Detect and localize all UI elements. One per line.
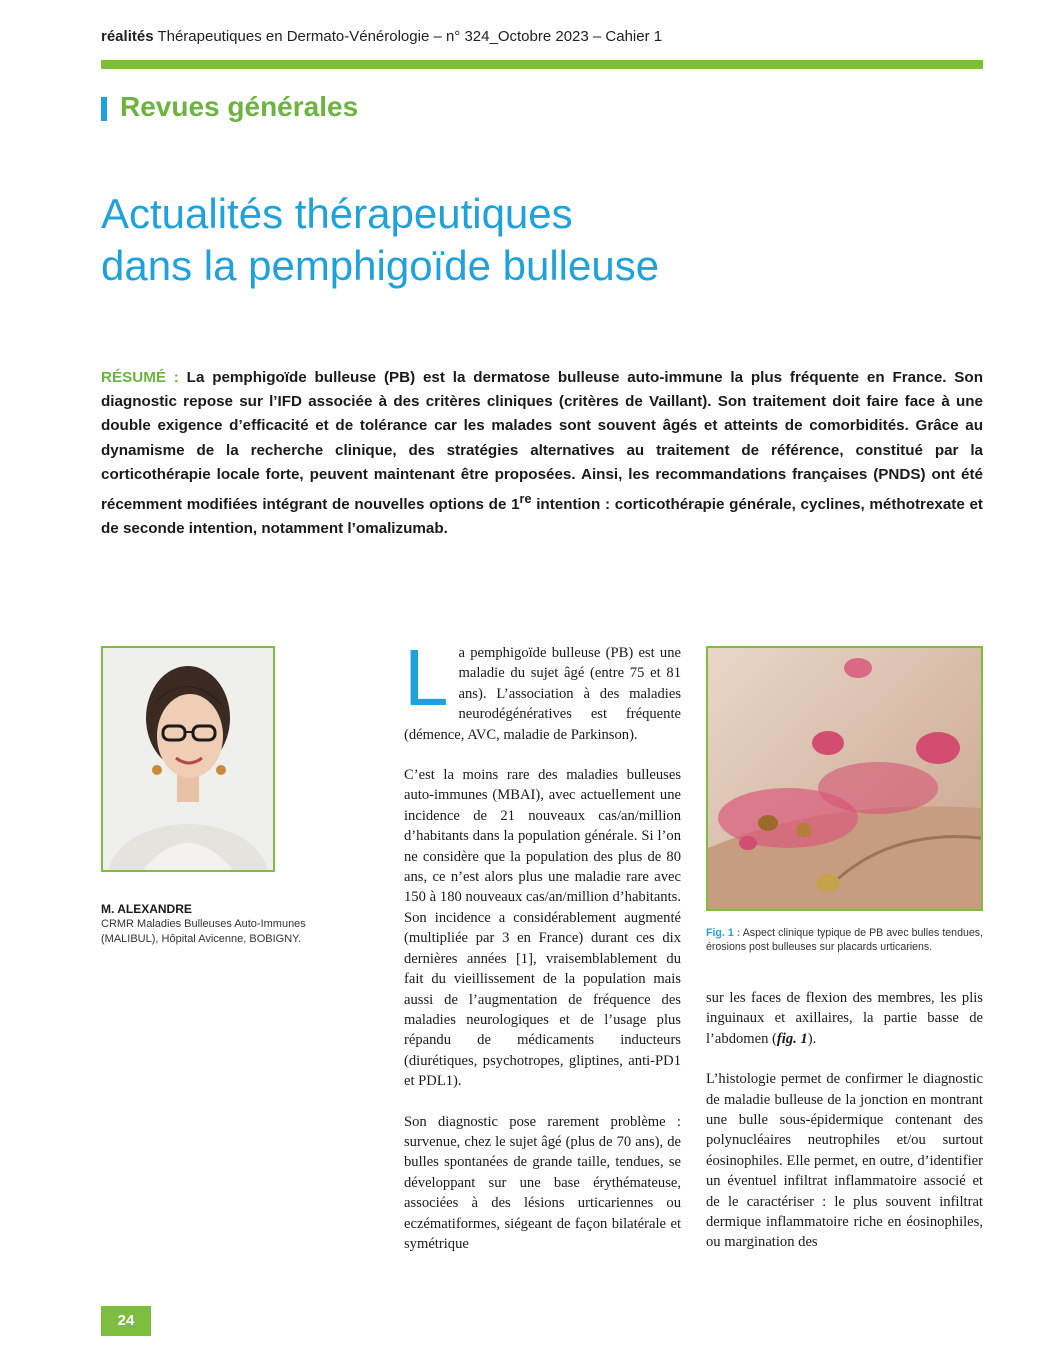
article-title-line-1: Actualités thérapeutiques bbox=[101, 190, 573, 237]
author-affiliation: CRMR Maladies Bulleuses Auto-Immunes (MALIBUL), Hôpital Avicenne, BOBIGNY. bbox=[101, 918, 306, 945]
body-column-1 bbox=[404, 633, 681, 1274]
abstract bbox=[101, 366, 983, 541]
paragraph-5: L’histologie permet de confirmer le diagnostic de maladie bulleuse de la jonction en montrant une bulle sous-épidermique contenant des polynucléaires neutrophiles et/ou surtout éosinophiles. Elle permet, en outre, d’identifier un éventuel infiltrat inflammatoire associé et de le caractériser : le plus souvent infiltrat dermique inflammatoire riche en éosinophiles, ou margination des bbox=[706, 1071, 983, 1251]
author-photo bbox=[101, 646, 275, 872]
paragraph-3: Son diagnostic pose rarement problème : survenue, chez le sujet âgé (plus de 70 ans), de bulles spontanées de grande taille, tendues, se développant sur une base érythémateuse, associées à des lésions urticariennes ou eczématiformes, siégeant de façon bilatérale et symétrique bbox=[404, 1113, 681, 1252]
header-rule bbox=[101, 60, 983, 69]
paragraph-4 bbox=[706, 988, 983, 1049]
paragraph-4-text: sur les faces de flexion des membres, les plis inguinaux et axillaires, la partie basse de l’abdomen ( bbox=[706, 990, 983, 1047]
figure-label: Fig. 1 : bbox=[706, 927, 741, 939]
figure-1-photo bbox=[706, 646, 983, 911]
journal-brand: réalités bbox=[101, 28, 154, 45]
running-header bbox=[101, 28, 662, 45]
page-number: 24 bbox=[101, 1306, 151, 1336]
paragraph-1-text: a pemphigoïde bulleuse (PB) est une maladie du sujet âgé (entre 75 et 81 ans). L’association à des maladies neurodégénératives est fréquente (démence, AVC, maladie de Parkinson). bbox=[404, 645, 681, 743]
drop-cap: L bbox=[404, 633, 449, 722]
clinical-photo-illustration bbox=[708, 648, 981, 909]
abstract-label: RÉSUMÉ : bbox=[101, 369, 179, 386]
body-column-2 bbox=[706, 988, 983, 1273]
paragraph-2: C’est la moins rare des maladies bulleuses auto-immunes (MBAI), avec actuellement une incidence de 21 nouveaux cas/an/million d’habitants dans la population générale. Si l’on ne considère que la population des plus de 80 ans, ce n’est alors plus une maladie rare avec 150 à 180 nouveaux cas/an/million d’habitants. Son incidence a considérablement augmenté (multipliée par 3 en France) durant ces dix dernières années [1], vraisemblablement du fait du vieillissement de la population mais aussi de l’augmentation de fréquence des maladies neurologiques et de l’usage plus répandu de médicaments inducteurs (diurétiques, psychotropes, gliptines, anti-PD1 et PDL1). bbox=[404, 767, 681, 1090]
abstract-superscript: re bbox=[519, 492, 532, 507]
abstract-text-part1: La pemphigoïde bulleuse (PB) est la dermatose bulleuse auto-immune la plus fréquente en France. Son diagnostic repose sur l’IFD associée à des critères cliniques (critères de Vaillant). Son traitement doit faire face à une double exigence d’efficacité et de tolérance car les malades sont souvent âgés et atteints de comorbidités. Grâce au dynamisme de la recherche clinique, des stratégies alternatives au traitement de référence, constitué par la corticothérapie locale forte, peuvent maintenant être proposées. Ainsi, les recommandations françaises (PNDS) ont été récemment modifiées intégrant de nouvelles options de 1 bbox=[101, 369, 983, 514]
figure-reference-link[interactable]: fig. 1 bbox=[776, 1030, 808, 1047]
journal-issue: Thérapeutiques en Dermato-Vénérologie – n° 324_Octobre 2023 – Cahier 1 bbox=[157, 28, 663, 45]
author-portrait-illustration bbox=[103, 648, 273, 870]
author-name: M. ALEXANDRE bbox=[101, 902, 192, 916]
abstract-text-part2: intention : corticothérapie générale, cyclines, méthotrexate et de seconde intention, notamment l’omalizumab. bbox=[101, 496, 983, 538]
figure-1-caption bbox=[706, 926, 983, 954]
section-title: Revues générales bbox=[120, 91, 359, 122]
article-title-line-2: dans la pemphigoïde bulleuse bbox=[101, 242, 660, 289]
article-title bbox=[101, 188, 981, 292]
paragraph-1 bbox=[404, 633, 681, 745]
paragraph-4-end: ). bbox=[807, 1030, 817, 1047]
section-marker bbox=[101, 97, 107, 121]
figure-caption-text: Aspect clinique typique de PB avec bulles tendues, érosions post bulleuses sur placards urticariens. bbox=[706, 927, 983, 953]
